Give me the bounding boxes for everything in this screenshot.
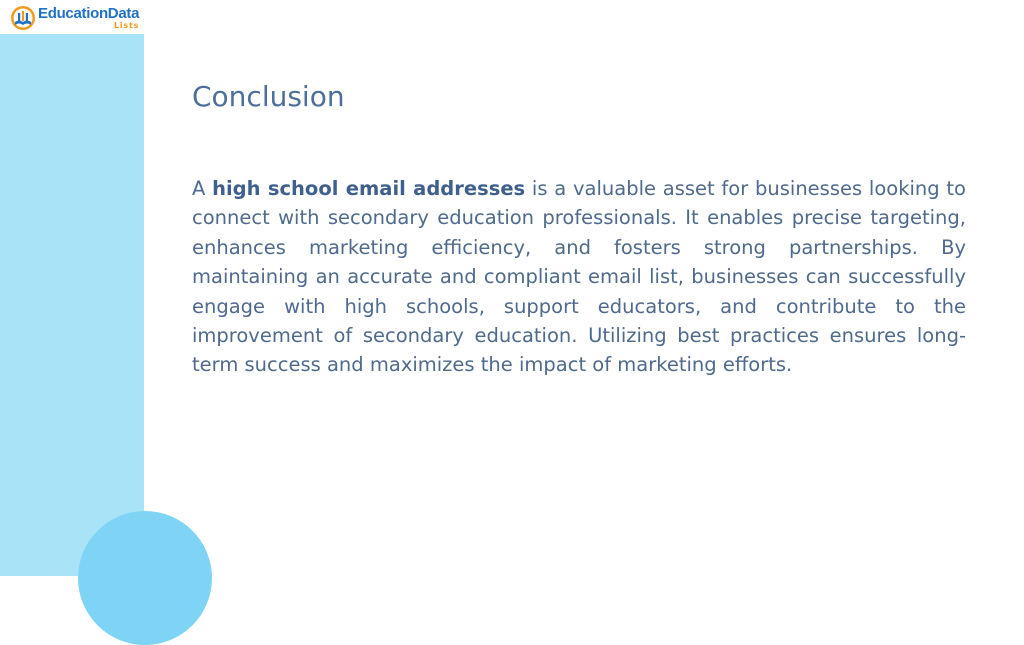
brand-logo (10, 4, 139, 32)
slide-title: Conclusion (192, 80, 345, 113)
conclusion-paragraph (192, 174, 966, 380)
paragraph-lead: A (192, 177, 213, 200)
side-decor-band (0, 34, 144, 576)
logo-name: EducationData (38, 5, 140, 22)
paragraph-highlight: high school email addresses (212, 177, 526, 200)
paragraph-rest: is a valuable asset for businesses looking to connect with secondary education professionals. It enables precise targeting, enhances marketing efficiency, and fosters strong partnerships. By maintaining an accurate and compliant email list, businesses can successfully engage with high schools, support educators, and contribute to the improvement of secondary education. Utilizing best practices ensures long-term success and maximizes the impact of marketing efforts. (192, 177, 966, 377)
decor-circle (78, 511, 212, 645)
logo-icon (10, 5, 36, 31)
logo-subtitle: Lists (113, 21, 140, 30)
